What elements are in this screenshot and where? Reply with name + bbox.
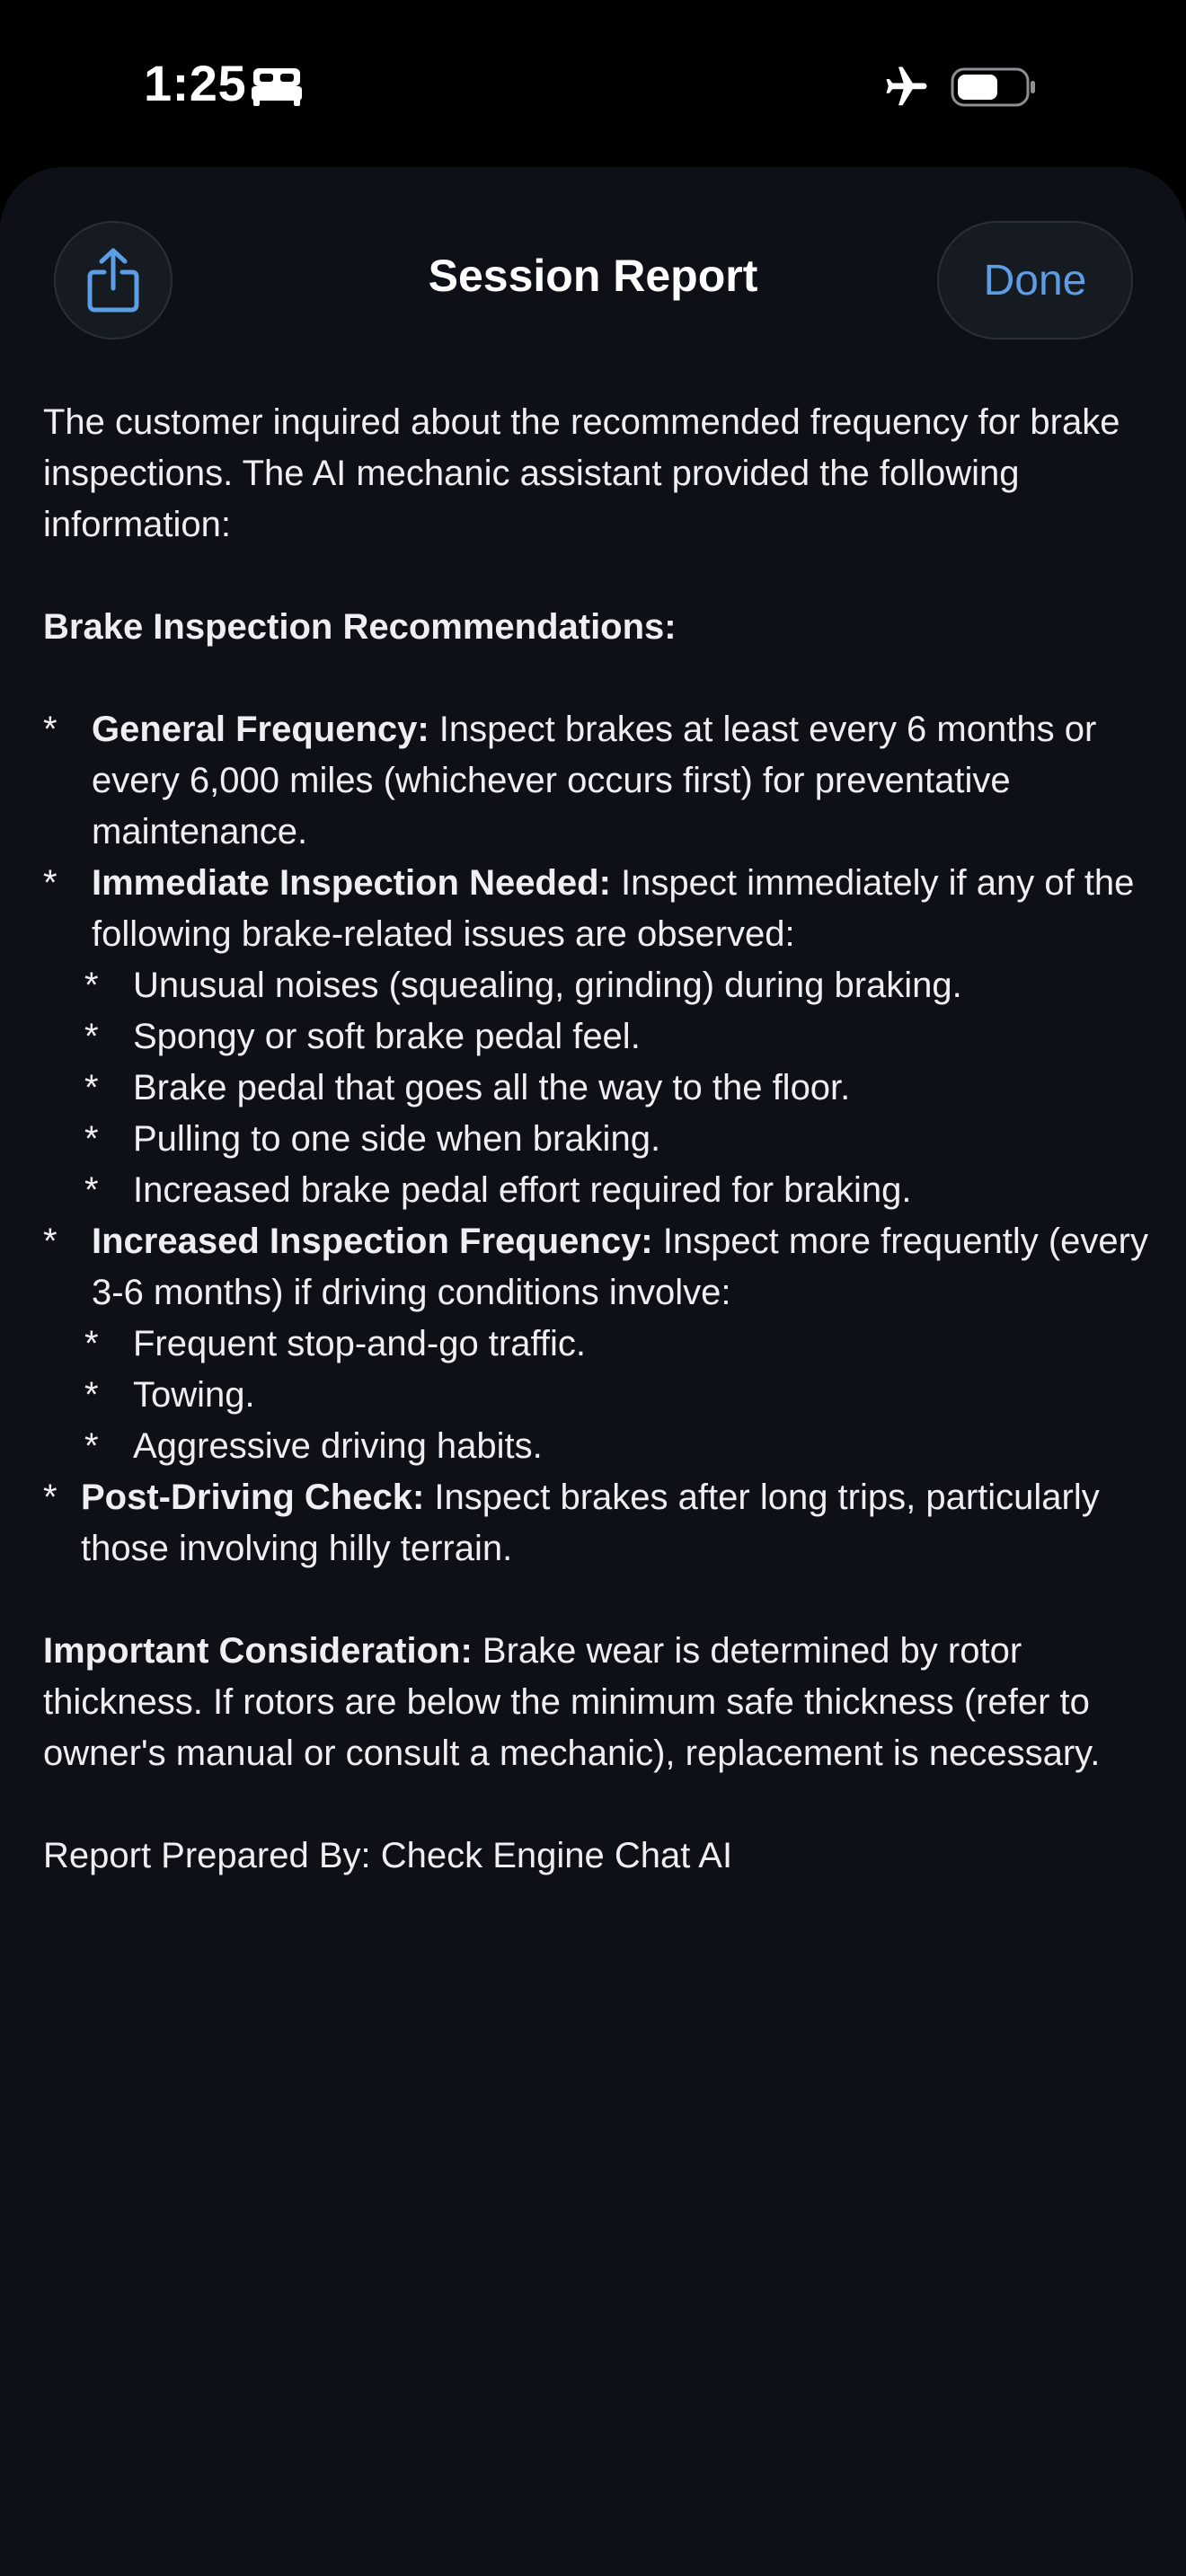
sub-list-item: * Frequent stop-and-go traffic.	[84, 1324, 586, 1363]
report-body	[43, 397, 1157, 1882]
list-item: * Increased Inspection Frequency: Inspect more frequently (every 3-6 months) if driving conditions involve:	[43, 1222, 1148, 1312]
report-footer: Report Prepared By: Check Engine Chat AI	[43, 1836, 733, 1875]
battery-icon	[951, 66, 1037, 108]
list-item: * Immediate Inspection Needed: Inspect immediately if any of the following brake-related issues are observed:	[43, 863, 1135, 954]
sub-list-item: * Unusual noises (squealing, grinding) during braking.	[84, 966, 962, 1005]
page-title: Session Report	[428, 251, 758, 301]
bed-icon	[252, 66, 302, 106]
sub-list-item: * Towing.	[84, 1375, 255, 1415]
airplane-icon	[881, 63, 933, 111]
report-sheet	[0, 167, 1186, 2576]
sub-list-item: * Increased brake pedal effort required for braking.	[84, 1170, 912, 1210]
sub-list-item: * Aggressive driving habits.	[84, 1426, 543, 1466]
list-item: * Post-Driving Check: Inspect brakes after long trips, particularly those involving hilly terrain.	[43, 1478, 1100, 1568]
sub-list-item: * Spongy or soft brake pedal feel.	[84, 1017, 641, 1056]
report-heading: Brake Inspection Recommendations:	[43, 607, 677, 647]
sub-list-item: * Pulling to one side when braking.	[84, 1119, 661, 1159]
done-button[interactable]: Done	[937, 221, 1133, 340]
report-intro: The customer inquired about the recommended frequency for brake inspections. The AI mechanic assistant provided the following information:	[43, 402, 1120, 544]
list-item: * General Frequency: Inspect brakes at least every 6 months or every 6,000 miles (whichever occurs first) for preventative maintenance.	[43, 710, 1097, 851]
sub-list-item: * Brake pedal that goes all the way to the floor.	[84, 1068, 851, 1107]
status-time: 1:25	[144, 55, 247, 111]
report-consideration: Important Consideration: Brake wear is determined by rotor thickness. If rotors are below the minimum safe thickness (refer to owner's manual or consult a mechanic), replacement is necessary.	[43, 1631, 1101, 1773]
status-bar	[0, 0, 1186, 167]
